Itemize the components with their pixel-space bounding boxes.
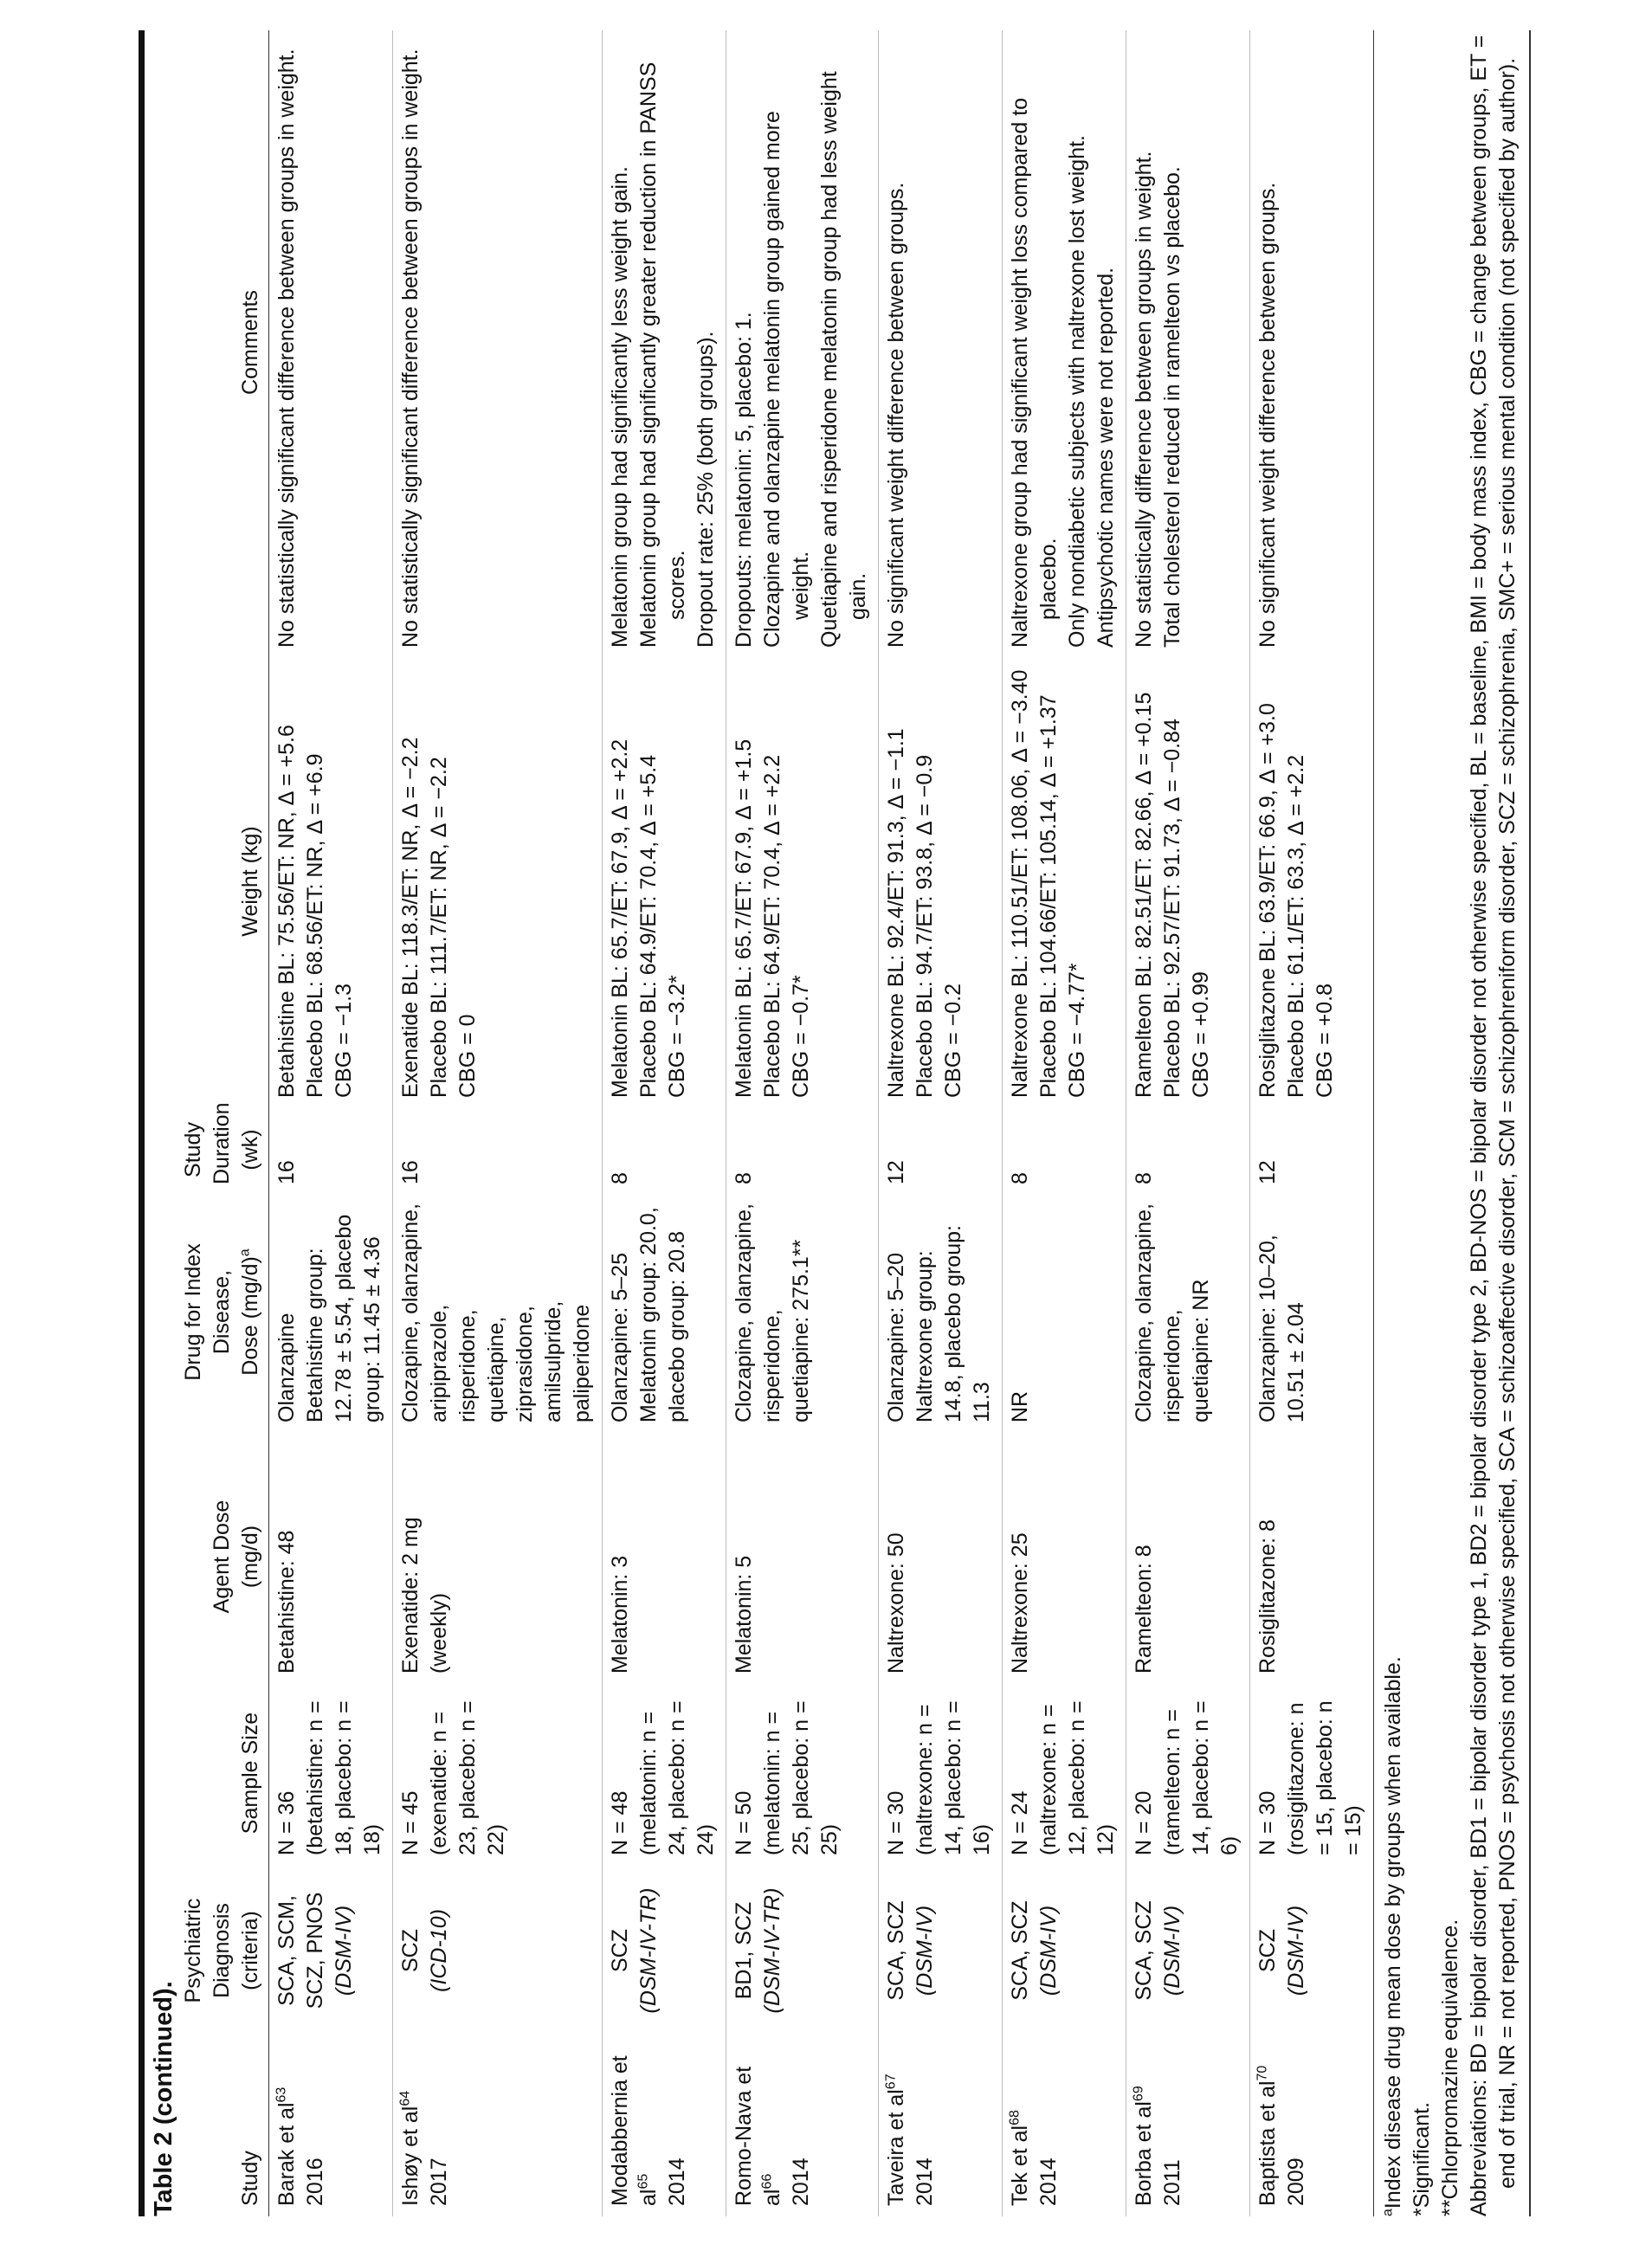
cell-duration: 12 (879, 1108, 1003, 1195)
cell-duration: 16 (393, 1108, 603, 1195)
study-year: 2009 (1284, 2157, 1308, 2206)
cell-drug-dose: Olanzapine: 5–20 Naltrexone group: 14.8, placebo group: 11.3 (879, 1195, 1003, 1433)
footnote-marker: a (237, 1248, 253, 1257)
sample-line: N = 20 (1132, 1790, 1156, 1855)
study-year: 2014 (1036, 2157, 1061, 2206)
reference-number: 68 (1007, 2110, 1023, 2125)
cell-agent-dose: Rosiglitazone: 8 (1250, 1433, 1374, 1684)
header-weight: Weight (kg) (179, 658, 269, 1108)
cell-drug-dose: Clozapine, olanzapine, risperidone, quetiapine: NR (1126, 1195, 1250, 1433)
study-name: Taveira et al (884, 2089, 908, 2206)
study-name: Romo-Nava et al (732, 2066, 784, 2206)
diagnosis: SCZ (608, 1929, 632, 1972)
diagnostic-criteria: (ICD-10) (427, 1909, 451, 1992)
cell-agent-dose: Exenatide: 2 mg (weekly) (393, 1433, 603, 1684)
weight-line: Placebo BL: 64.9/ET: 70.4, Δ = +5.4 (636, 754, 661, 1098)
cell-duration: 8 (1126, 1108, 1250, 1195)
weight-line: CBG = −1.3 (332, 983, 356, 1098)
table-row (603, 30, 726, 2216)
top-rule (139, 30, 145, 2216)
weight-line: CBG = −0.2 (941, 983, 965, 1098)
footnote-significant: *Significant. (1410, 2101, 1434, 2216)
weight-line: Naltrexone BL: 110.51/ET: 108.06, Δ = −3.40 (1008, 669, 1032, 1098)
weight-line: CBG = −3.2* (665, 975, 689, 1098)
comment-line: Dropouts: melatonin: 5, placebo: 1. (732, 312, 756, 648)
cell-diagnosis (1003, 1866, 1126, 2039)
header-diagnosis (179, 1866, 269, 2039)
diagnosis: SCA, SCZ (1132, 1900, 1156, 2001)
sample-line: (melatonin: n = 25, placebo: n = 25) (760, 1700, 842, 1855)
cell-study (603, 2039, 726, 2216)
cell-diagnosis (603, 1866, 726, 2039)
cell-sample-size (269, 1684, 393, 1866)
cell-drug-dose: Clozapine, olanzapine, aripiprazole, risperidone, quetiapine, ziprasidone, amilsulpride, paliperidone (393, 1195, 603, 1433)
comment-line: Melatonin group had significantly less weight gain. (608, 166, 632, 648)
sample-line: N = 50 (732, 1790, 756, 1855)
sample-line: N = 30 (1255, 1790, 1280, 1855)
study-year: 2017 (427, 2157, 451, 2206)
cell-weight (1126, 658, 1250, 1108)
header-text: Dose (mg/d) (238, 1256, 262, 1376)
sample-line: N = 24 (1008, 1790, 1032, 1855)
comment-line: Melatonin group had significantly greater reduction in PANSS scores. (636, 61, 689, 648)
header-sample: Sample Size (179, 1684, 269, 1866)
sample-line: (naltrexone: n = 14, placebo: n = 16) (913, 1700, 994, 1855)
cell-comments (726, 30, 879, 658)
table-row (726, 30, 879, 2216)
weight-line: CBG = −0.7* (789, 975, 813, 1098)
cell-diagnosis (269, 1866, 393, 2039)
study-name: Tek et al (1008, 2125, 1032, 2206)
reference-number: 69 (1131, 2086, 1146, 2102)
weight-line: Placebo BL: 94.7/ET: 93.8, Δ = −0.9 (913, 754, 937, 1098)
cell-study (726, 2039, 879, 2216)
diagnosis: SCA, SCM, SCZ, PNOS (274, 1892, 327, 2009)
comment-line: No statistically significant difference between groups in weight. (398, 48, 423, 648)
study-name: Ishøy et al (398, 2106, 423, 2206)
study-year: 2014 (913, 2157, 937, 2206)
sample-line: N = 45 (398, 1790, 423, 1855)
cell-comments (393, 30, 603, 658)
comment-line: Antipsychotic names were not reported. (1094, 267, 1118, 648)
cell-duration: 16 (269, 1108, 393, 1195)
cell-study (1250, 2039, 1374, 2216)
cell-diagnosis (879, 1866, 1003, 2039)
study-year: 2011 (1160, 2159, 1184, 2206)
cell-weight (879, 658, 1003, 1108)
sample-line: N = 36 (274, 1790, 299, 1855)
reference-number: 63 (274, 2087, 289, 2103)
table-row (269, 30, 393, 2216)
weight-line: Exenatide BL: 118.3/ET: NR, Δ = −2.2 (398, 737, 423, 1098)
header-row (179, 30, 269, 2216)
cell-drug-dose: Clozapine, olanzapine, risperidone, quetiapine: 275.1** (726, 1195, 879, 1433)
reference-number: 66 (759, 2173, 775, 2190)
cell-weight (393, 658, 603, 1108)
table-row (879, 30, 1003, 2216)
header-line: (mg/d) (238, 1525, 262, 1589)
header-line: Agent Dose (210, 1500, 234, 1614)
reference-number: 64 (397, 2090, 413, 2106)
header-line: Duration (210, 1102, 234, 1184)
study-year: 2014 (789, 2157, 813, 2206)
weight-line: Ramelteon BL: 82.51/ET: 82.66, Δ = +0.15 (1132, 692, 1156, 1098)
weight-line: Betahistine BL: 75.56/ET: NR, Δ = +5.6 (274, 725, 299, 1098)
cell-sample-size (603, 1684, 726, 1866)
weight-line: Naltrexone BL: 92.4/ET: 91.3, Δ = −1.1 (884, 728, 908, 1098)
sample-line: (melatonin: n = 24, placebo: n = 24) (636, 1700, 718, 1855)
bottom-rule (1529, 30, 1531, 2216)
diagnostic-criteria: (DSM-IV) (913, 1905, 937, 1996)
sample-line: (exenatide: n = 23, placebo: n = 22) (427, 1700, 508, 1855)
diagnostic-criteria: (DSM-IV) (332, 1905, 356, 1996)
weight-line: CBG = 0 (455, 1014, 480, 1098)
table-title: Table 2 (continued). (150, 1981, 177, 2216)
reference-number: 67 (883, 2074, 899, 2090)
cell-study (879, 2039, 1003, 2216)
study-name: Borba et al (1132, 2101, 1156, 2206)
diagnostic-criteria: (DSM-IV-TR) (636, 1887, 661, 2014)
weight-line: Placebo BL: 64.9/ET: 70.4, Δ = +2.2 (760, 754, 784, 1098)
cell-comments (1126, 30, 1250, 658)
footnote-a (1379, 30, 1408, 2216)
cell-diagnosis (393, 1866, 603, 2039)
cell-agent-dose: Betahistine: 48 (269, 1433, 393, 1684)
cell-duration: 8 (726, 1108, 879, 1195)
header-line: Drug for Index Disease, (181, 1243, 234, 1381)
cell-agent-dose: Naltrexone: 25 (1003, 1433, 1126, 1684)
weight-line: Rosiglitazone BL: 63.9/ET: 66.9, Δ = +3.0 (1255, 703, 1280, 1098)
header-comments: Comments (179, 30, 269, 658)
footnote-text: Index disease drug mean dose by groups when available. (1381, 1656, 1405, 2209)
header-duration (179, 1102, 269, 1195)
header-line: (wk) (238, 1129, 262, 1171)
footnote-marker: a (1380, 2209, 1396, 2216)
cell-duration: 8 (1003, 1108, 1126, 1195)
cell-weight (603, 658, 726, 1108)
study-name: Baptista et al (1255, 2080, 1280, 2206)
cell-comments (879, 30, 1003, 658)
data-table (179, 30, 1374, 2216)
cell-diagnosis (726, 1866, 879, 2039)
comment-line: Quetiapine and risperidone melatonin group had less weight gain. (817, 71, 870, 648)
table-row (393, 30, 603, 2216)
footnote-chlorpromazine: **Chlorpromazine equivalence. (1438, 1919, 1462, 2216)
weight-line: Placebo BL: 104.66/ET: 105.14, Δ = +1.37 (1036, 694, 1061, 1098)
cell-sample-size (726, 1684, 879, 1866)
diagnostic-criteria: (DSM-IV) (1160, 1905, 1184, 1996)
table-row (1126, 30, 1250, 2216)
cell-weight (1003, 658, 1126, 1108)
comment-line: Clozapine and olanzapine melatonin group gained more weight. (760, 111, 813, 648)
footnotes (1379, 30, 1522, 2216)
table-row (1003, 30, 1126, 2216)
cell-agent-dose: Naltrexone: 50 (879, 1433, 1003, 1684)
cell-drug-dose: Olanzapine Betahistine group: 12.78 ± 5.54, placebo group: 11.45 ± 4.36 (269, 1195, 393, 1433)
cell-drug-dose: Olanzapine: 10–20, 10.51 ± 2.04 (1250, 1195, 1374, 1433)
table-block (139, 30, 1531, 2216)
weight-line: CBG = −4.77* (1065, 963, 1089, 1098)
cell-sample-size (1250, 1684, 1374, 1866)
comment-line: No statistically significant difference between groups in weight. (274, 48, 299, 648)
cell-study (1003, 2039, 1126, 2216)
cell-study (1126, 2039, 1250, 2216)
header-study: Study (179, 2039, 269, 2216)
footnote-abbreviations: Abbreviations: BD = bipolar disorder, BD1 = bipolar disorder type 1, BD2 = bipolar disorder type 2, BD-NOS = bipolar disorder not otherwise specified, BL = baseline, BMI = body mass index, CBG = change between groups, ET = end of trial, NR = not reported, PNOS = psychosis not otherwise specified, SCA = schizoaffective disorder, SCM = schizophreniform disorder, SCZ = schizophrenia, SMC+ = serious mental condition (not specified by author). (1467, 35, 1520, 2216)
cell-sample-size (1003, 1684, 1126, 1866)
cell-duration: 12 (1250, 1108, 1374, 1195)
header-drug (179, 1195, 269, 1433)
sample-line: (rosiglitazone: n = 15, placebo: n = 15) (1284, 1700, 1365, 1855)
reference-number: 65 (636, 2173, 651, 2190)
diagnostic-criteria: (DSM-IV) (1036, 1905, 1061, 1996)
cell-sample-size (393, 1684, 603, 1866)
table-row (1250, 30, 1374, 2216)
cell-drug-dose: NR (1003, 1195, 1126, 1433)
cell-duration: 8 (603, 1108, 726, 1195)
study-name: Barak et al (274, 2102, 299, 2206)
diagnostic-criteria: (DSM-IV) (1284, 1905, 1308, 1996)
diagnosis: SCZ (398, 1929, 423, 1972)
study-name: Modabbernia et al (608, 2055, 661, 2206)
cell-comments (603, 30, 726, 658)
diagnosis: SCZ (1255, 1929, 1280, 1972)
cell-agent-dose: Melatonin: 5 (726, 1433, 879, 1684)
weight-line: Placebo BL: 111.7/ET: NR, Δ = −2.2 (427, 757, 451, 1098)
cell-weight (269, 658, 393, 1108)
cell-weight (1250, 658, 1374, 1108)
cell-drug-dose: Olanzapine: 5–25 Melatonin group: 20.0, placebo group: 20.8 (603, 1195, 726, 1433)
study-year: 2014 (665, 2157, 689, 2206)
sample-line: (betahistine: n = 18, placebo: n = 18) (303, 1700, 384, 1855)
sample-line: N = 48 (608, 1790, 632, 1855)
sample-line: (naltrexone: n = 12, placebo: n = 12) (1036, 1700, 1118, 1855)
study-year: 2016 (303, 2157, 327, 2206)
comment-line: Dropout rate: 25% (both groups). (694, 331, 718, 648)
table-body (269, 30, 1374, 2216)
header-agent (179, 1433, 269, 1684)
weight-line: Placebo BL: 61.1/ET: 63.3, Δ = +2.2 (1284, 754, 1308, 1098)
comment-line: No significant weight difference between groups. (884, 182, 908, 648)
reference-number: 70 (1255, 2065, 1270, 2081)
diagnosis: SCA, SCZ (884, 1900, 908, 2001)
cell-diagnosis (1250, 1866, 1374, 2039)
weight-line: CBG = +0.8 (1313, 983, 1337, 1098)
weight-line: Placebo BL: 92.57/ET: 91.73, Δ = −0.84 (1160, 719, 1184, 1098)
comment-line: No significant weight difference between groups. (1255, 182, 1280, 648)
cell-comments (269, 30, 393, 658)
diagnostic-criteria: (DSM-IV-TR) (760, 1887, 784, 2014)
diagnosis: BD1, SCZ (732, 1901, 756, 2000)
header-line: (criteria) (238, 1911, 262, 1990)
cell-weight (726, 658, 879, 1108)
comment-line: No statistically difference between groups in weight. (1132, 151, 1156, 648)
cell-diagnosis (1126, 1866, 1250, 2039)
diagnosis: SCA, SCZ (1008, 1900, 1032, 2001)
header-line: Psychiatric (181, 1898, 205, 2003)
sample-line: (ramelteon: n = 14, placebo: n = 6) (1160, 1700, 1242, 1855)
sample-line: N = 30 (884, 1790, 908, 1855)
comment-line: Total cholesterol reduced in ramelteon vs placebo. (1160, 166, 1184, 648)
cell-agent-dose: Ramelteon: 8 (1126, 1433, 1250, 1684)
comment-line: Naltrexone group had significant weight loss compared to placebo. (1008, 97, 1061, 648)
cell-agent-dose: Melatonin: 3 (603, 1433, 726, 1684)
cell-study (269, 2039, 393, 2216)
header-line: Study (181, 1122, 205, 1177)
comment-line: Only nondiabetic subjects with naltrexone lost weight. (1065, 135, 1089, 648)
cell-study (393, 2039, 603, 2216)
weight-line: Placebo BL: 68.56/ET: NR, Δ = +6.9 (303, 753, 327, 1098)
cell-comments (1003, 30, 1126, 658)
cell-sample-size (879, 1684, 1003, 1866)
cell-comments (1250, 30, 1374, 658)
header-line (236, 1202, 265, 1422)
weight-line: Melatonin BL: 65.7/ET: 67.9, Δ = +1.5 (732, 739, 756, 1098)
weight-line: Melatonin BL: 65.7/ET: 67.9, Δ = +2.2 (608, 739, 632, 1098)
header-line: Diagnosis (210, 1903, 234, 1998)
weight-line: CBG = +0.99 (1189, 971, 1213, 1098)
cell-sample-size (1126, 1684, 1250, 1866)
